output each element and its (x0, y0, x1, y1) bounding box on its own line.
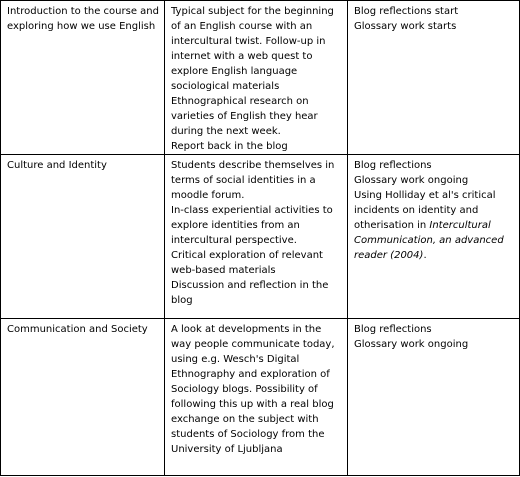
activity-line: Ethnographical research on varieties of English they hear during the next week. (171, 96, 318, 137)
assessment-line: Blog reflections (354, 324, 432, 335)
activity-line: Students describe themselves in terms of social identities in a moodle forum. (171, 160, 335, 201)
assessment-line: Glossary work starts (354, 21, 457, 32)
reading-end-punctuation: . (423, 250, 427, 261)
assessment-cell (348, 319, 520, 476)
assessment-cell (348, 155, 520, 319)
table-row (1, 1, 520, 155)
table-row (1, 319, 520, 476)
assessment-line: Glossary work ongoing (354, 339, 469, 350)
topic-text: Communication and Society (7, 324, 148, 335)
topic-cell (1, 319, 165, 476)
activity-line: Discussion and reflection in the blog (171, 280, 329, 306)
assessment-line: Blog reflections start (354, 6, 459, 17)
activity-line: Typical subject for the beginning of an English course with an intercultural twist. Follow-up in internet with a web quest to explore English language sociological materials (171, 6, 334, 92)
assessment-cell (348, 1, 520, 155)
assessment-line: Glossary work ongoing (354, 175, 469, 186)
topic-cell (1, 1, 165, 155)
activity-line: Critical exploration of relevant web-based materials (171, 250, 323, 276)
activities-cell (165, 155, 348, 319)
activities-cell (165, 1, 348, 155)
book-title: Intercultural Communication, an advanced reader (2004) (354, 220, 504, 261)
topic-text: Culture and Identity (7, 160, 107, 171)
topic-text: Introduction to the course and exploring how we use English (7, 6, 159, 32)
reading-intro-text: Using Holliday et al's critical incidents on identity and otherisation in (354, 190, 496, 231)
activity-line: In-class experiential activities to explore identities from an intercultural perspective. (171, 205, 333, 246)
activity-line: Report back in the blog (171, 141, 288, 152)
topic-cell (1, 155, 165, 319)
reading-reference (354, 188, 514, 263)
activities-cell (165, 319, 348, 476)
activity-line: A look at developments in the way people communicate today, using e.g. Wesch's Digital Ethnography and exploration of Sociology blogs. Possibility of following this up with a real blog exchange on the subject with students of Sociology from the University of Ljubljana (171, 324, 335, 455)
table-row (1, 155, 520, 319)
assessment-line: Blog reflections (354, 160, 432, 171)
